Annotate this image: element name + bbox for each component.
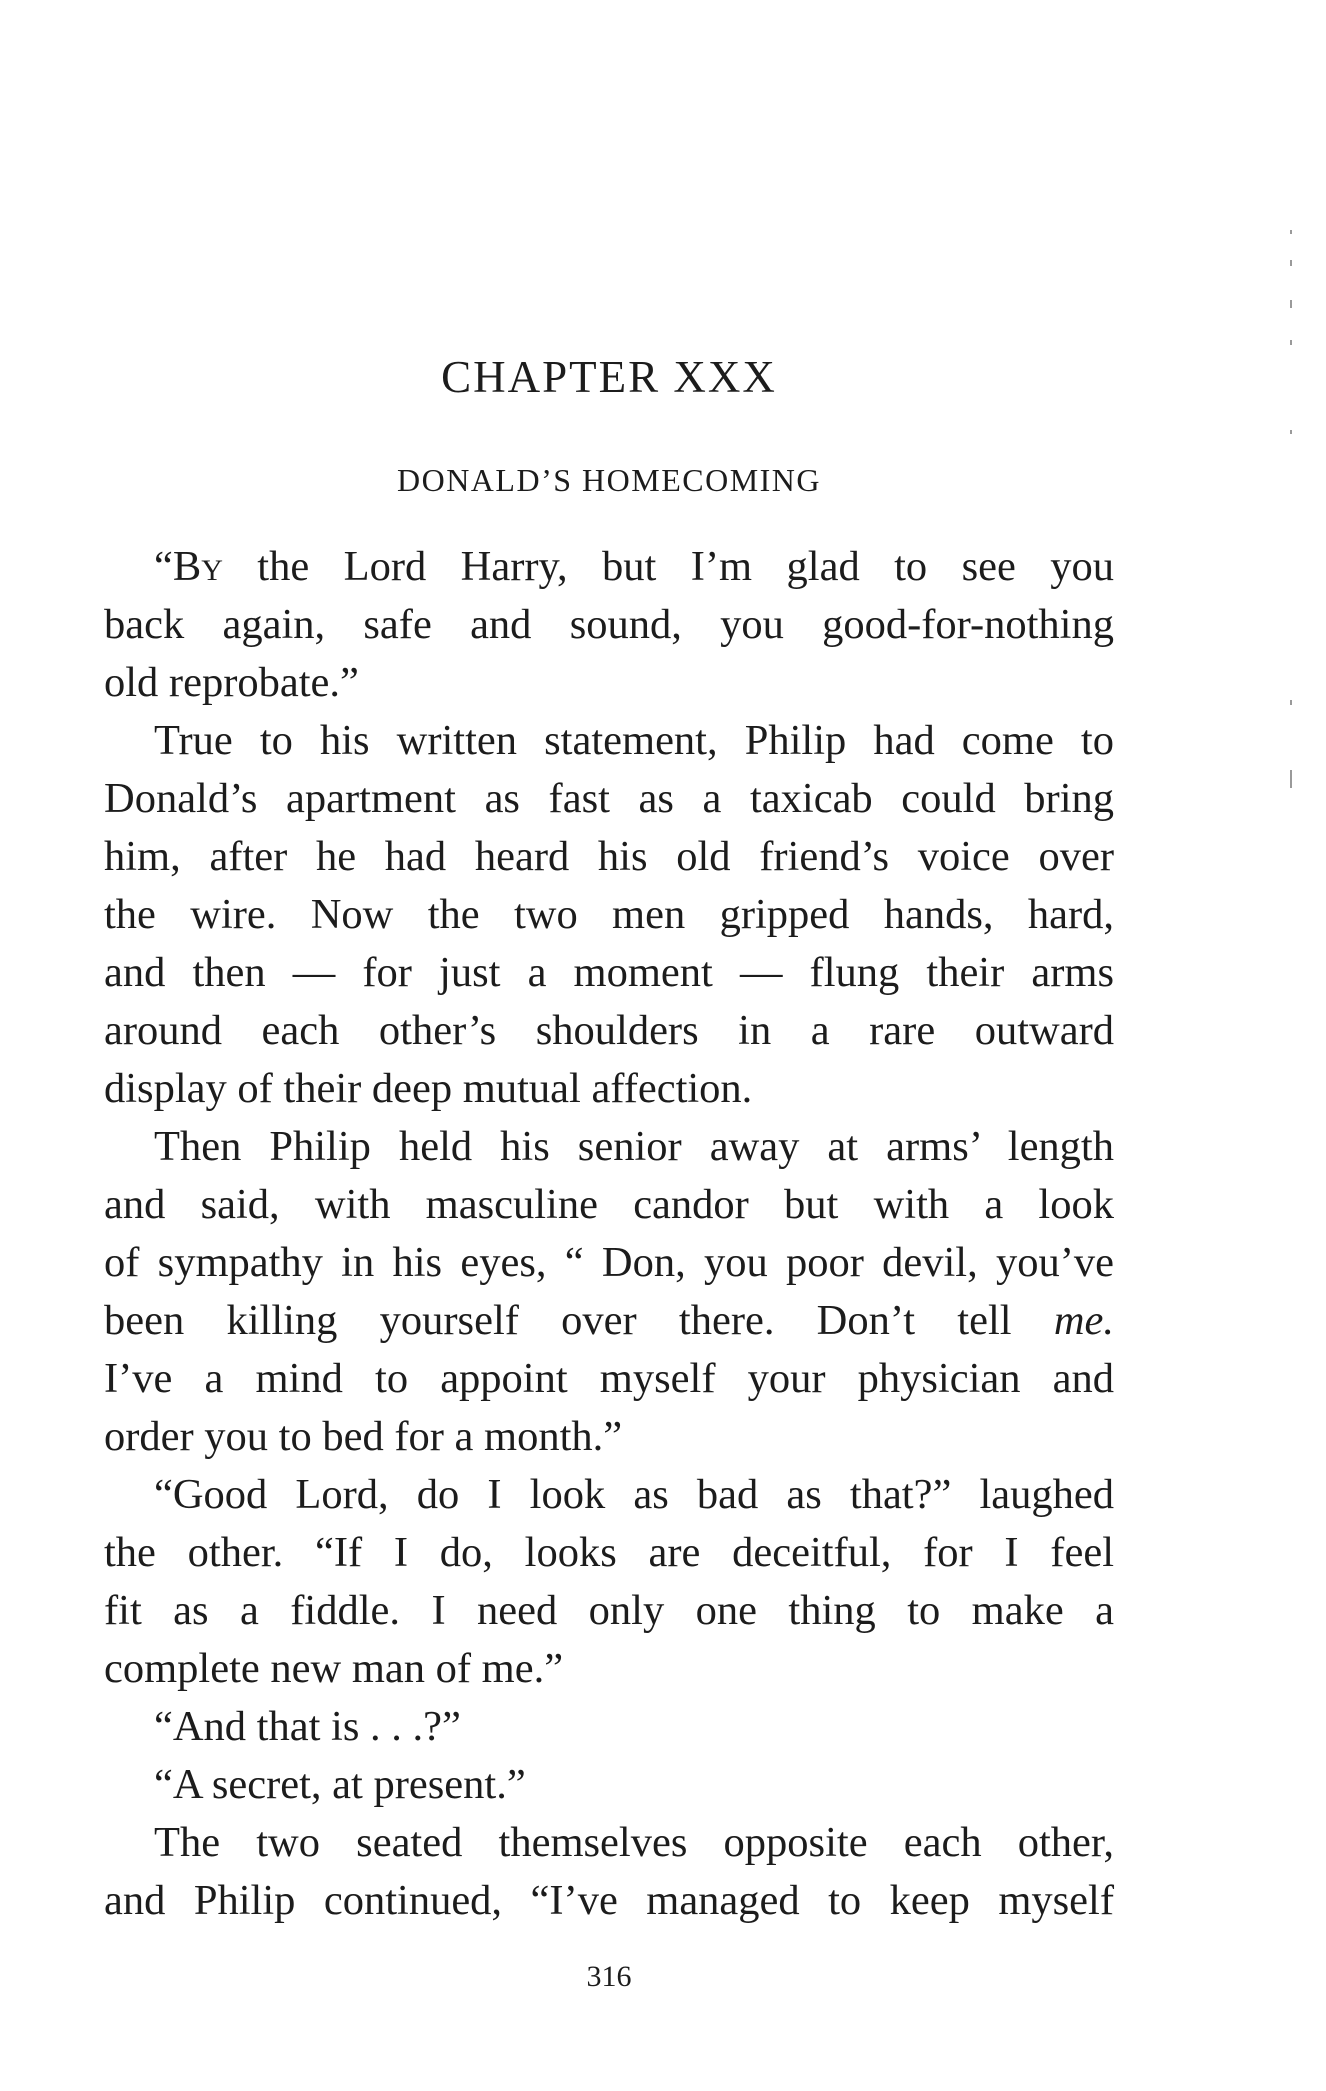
- scan-speck: [1290, 430, 1292, 434]
- text-line: “By the Lord Harry, but I’m glad to see you: [154, 543, 1114, 590]
- text-line: and then — for just a moment — flung their arms: [104, 949, 1114, 996]
- emphasis: me.: [1011, 1297, 1114, 1344]
- text-line: of sympathy in his eyes, “ Don, you poor devil, you’ve: [104, 1239, 1114, 1286]
- text-line: “Good Lord, do I look as bad as that?” laughed: [154, 1471, 1114, 1518]
- margin-scan-specks: [1290, 230, 1294, 790]
- page-number: 316: [586, 1960, 632, 1993]
- text-line: “And that is . . .?”: [154, 1703, 461, 1750]
- text-line: fit as a fiddle. I need only one thing to make a: [104, 1587, 1114, 1634]
- text-line: and said, with masculine candor but with a look: [104, 1181, 1114, 1228]
- text-line: I’ve a mind to appoint myself your physician and: [104, 1355, 1114, 1402]
- text-line: The two seated themselves opposite each other,: [154, 1819, 1114, 1866]
- text-line: Then Philip held his senior away at arms’ length: [154, 1123, 1114, 1170]
- scan-speck: [1290, 300, 1292, 308]
- chapter-subtitle: DONALD’S HOMECOMING: [396, 462, 822, 498]
- text-line: Donald’s apartment as fast as a taxicab could bring: [104, 775, 1114, 822]
- scan-speck: [1290, 340, 1292, 345]
- text-line: been killing yourself over there. Don’t tell me.: [104, 1297, 1114, 1344]
- text-line: the other. “If I do, looks are deceitful, for I feel: [104, 1529, 1114, 1576]
- scan-speck: [1290, 260, 1292, 266]
- text-line: him, after he had heard his old friend’s voice over: [104, 833, 1114, 880]
- text-line: old reprobate.”: [104, 659, 359, 706]
- text-line: back again, safe and sound, you good-for-nothing: [104, 601, 1114, 648]
- text-line: the wire. Now the two men gripped hands, hard,: [104, 891, 1114, 938]
- text-line: and Philip continued, “I’ve managed to keep myself: [104, 1877, 1114, 1924]
- scan-speck: [1290, 770, 1292, 788]
- chapter-title: CHAPTER XXX: [441, 352, 777, 402]
- text-line: complete new man of me.”: [104, 1645, 564, 1692]
- text-line: True to his written statement, Philip had come to: [154, 717, 1114, 764]
- text-line: “A secret, at present.”: [154, 1761, 526, 1808]
- scan-speck: [1290, 700, 1292, 705]
- drop-lead-word: “By: [154, 543, 223, 590]
- text-line: display of their deep mutual affection.: [104, 1065, 753, 1112]
- scan-speck: [1290, 230, 1292, 234]
- text-line: order you to bed for a month.”: [104, 1413, 623, 1460]
- text-line: around each other’s shoulders in a rare outward: [104, 1007, 1114, 1054]
- body-text: [104, 538, 1114, 1930]
